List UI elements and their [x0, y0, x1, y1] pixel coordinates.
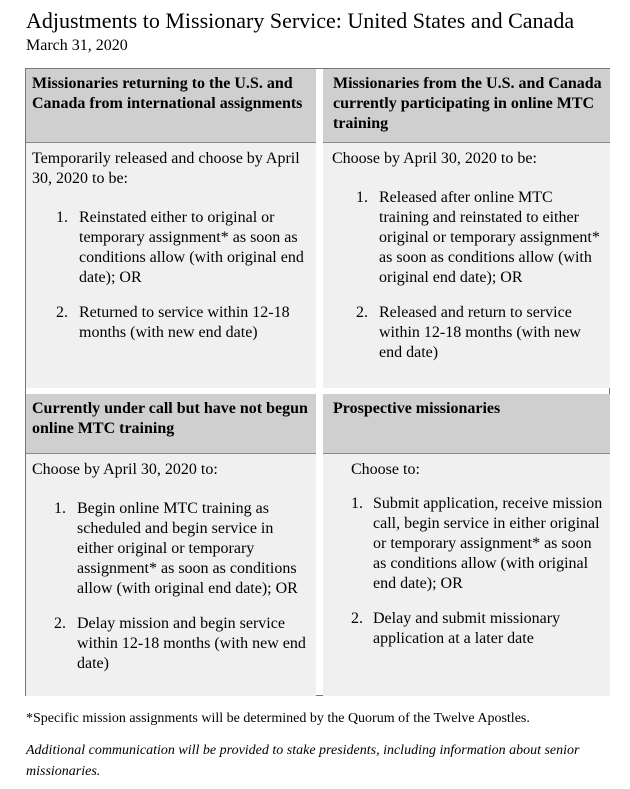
item-number: 2.: [351, 610, 363, 627]
cell-heading-under-call: Currently under call but have not begun online MTC training: [26, 394, 316, 453]
cell-intro: Choose by April 30, 2020 to be:: [332, 150, 537, 167]
item-text: Returned to service within 12-18 months (with new end date): [79, 304, 290, 341]
item-number: 1.: [54, 500, 66, 517]
options-list: [351, 494, 604, 649]
item-text: Released after online MTC training and reinstated to either original or temporary assignment* as soon as conditions allow (with original end date); OR: [379, 189, 600, 286]
item-text: Submit application, receive mission call, begin service in either original or temporary assignment* as soon as conditions allow (with original end date); OR: [373, 495, 603, 592]
cell-body-prospective: [323, 453, 610, 696]
item-text: Delay mission and begin service within 12-18 months (with new end date): [77, 615, 306, 672]
cell-intro: Choose to:: [351, 461, 420, 478]
item-text: Released and return to service within 12-18 months (with new end date): [379, 304, 581, 361]
options-list: [332, 188, 604, 363]
footnote: *Specific mission assignments will be determined by the Quorum of the Twelve Apostles.: [26, 711, 530, 726]
item-text: Begin online MTC training as scheduled and begin service in either original or temporary assignment* as soon as conditions allow (with original end date); OR: [77, 500, 298, 597]
list-item: [56, 208, 310, 288]
cell-body-online-mtc: [323, 142, 610, 388]
list-item: [54, 614, 310, 674]
document-date: March 31, 2020: [26, 37, 128, 54]
item-number: 1.: [356, 189, 368, 206]
cell-heading-online-mtc: Missionaries from the U.S. and Canada currently participating in online MTC training: [323, 69, 610, 142]
list-item: [356, 188, 604, 288]
item-text: Reinstated either to original or temporary assignment* as soon as conditions allow (with original end date); OR: [79, 209, 304, 286]
item-number: 2.: [54, 615, 66, 632]
cell-intro: Choose by April 30, 2020 to:: [32, 461, 218, 478]
options-list: [32, 208, 310, 343]
document-title: Adjustments to Missionary Service: United States and Canada: [26, 8, 575, 33]
list-item: [351, 494, 604, 594]
cell-heading-returning: Missionaries returning to the U.S. and Canada from international assignments: [26, 69, 316, 142]
list-item: [356, 303, 604, 363]
cell-body-returning: [26, 142, 316, 388]
item-number: 1.: [56, 209, 68, 226]
cell-body-under-call: [26, 453, 316, 696]
cell-intro: Temporarily released and choose by April 30, 2020 to be:: [32, 150, 300, 187]
list-item: [54, 499, 310, 599]
options-list: [32, 499, 310, 674]
item-number: 1.: [351, 495, 363, 512]
cell-heading-prospective: Prospective missionaries: [323, 394, 610, 453]
item-number: 2.: [56, 304, 68, 321]
options-table: [25, 68, 610, 696]
list-item: [351, 609, 604, 649]
additional-note: Additional communication will be provided to stake presidents, including information about senior missionaries.: [26, 743, 580, 779]
item-text: Delay and submit missionary application at a later date: [373, 610, 561, 647]
item-number: 2.: [356, 304, 368, 321]
list-item: [56, 303, 310, 343]
